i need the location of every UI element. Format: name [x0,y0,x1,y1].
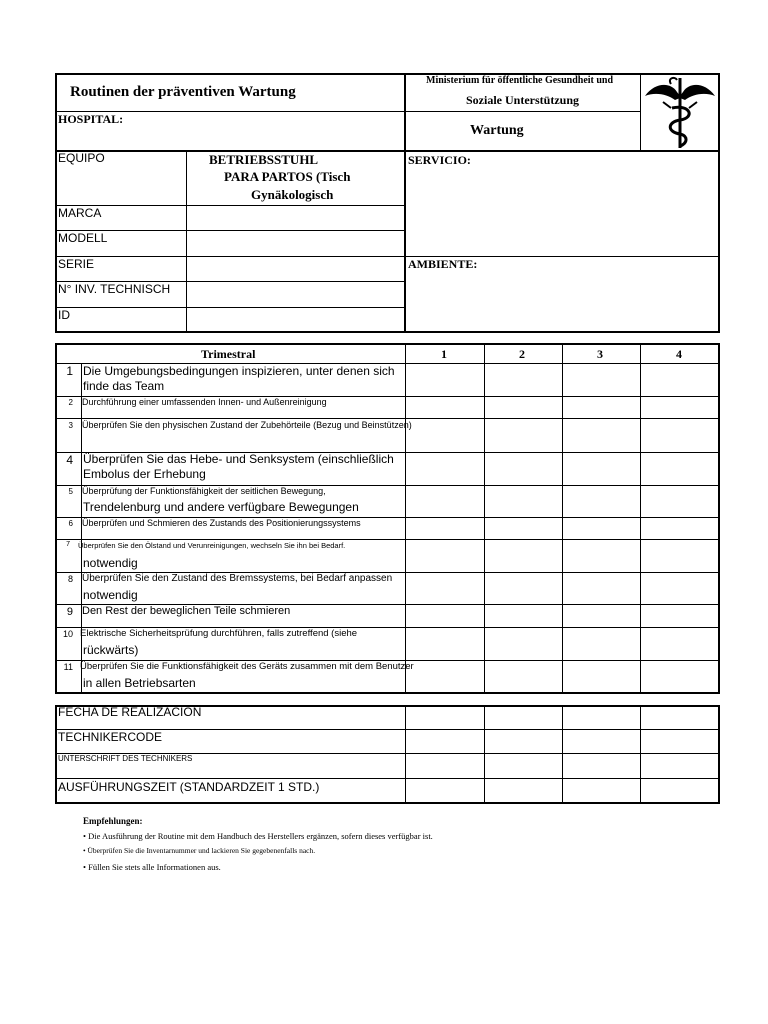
task-number: 3 [68,421,73,430]
task-text-line-1: Überprüfen Sie die Funktionsfähigkeit des Geräts zusammen mit dem Benutzer [80,661,414,672]
task-text-line-1: Überprüfen Sie den Zustand des Bremssystems, bei Bedarf anpassen [82,573,393,584]
task-text-line-1: Elektrische Sicherheitsprüfung durchführen, falls zutreffend (siehe [80,628,358,639]
rule [405,111,640,112]
task-number: 9 [66,606,73,618]
task-text-line-2: finde das Team [83,379,165,393]
rule [55,205,405,206]
rule [55,778,720,779]
ministry-line-2: Soziale Unterstützung [466,93,579,107]
wartung-label: Wartung [470,123,524,138]
recommendation-item: • Füllen Sie stets alle Informationen aus. [83,862,221,872]
fecha-label: FECHA DE REALIZACION [58,705,202,719]
equipo-value-line-2: PARA PARTOS (Tisch [224,169,351,184]
rule [186,151,187,332]
task-text-line-1: Überprüfung der Funktionsfähigkeit der seitlichen Bewegung, [82,486,326,496]
task-number: 5 [68,487,73,496]
execution-time-label: AUSFÜHRUNGSZEIT (STANDARDZEIT 1 STD.) [58,780,320,794]
task-text-line-1: Überprüfen Sie den physischen Zustand der Zubehörteile (Bezug und Beinstützen) [82,420,412,430]
rule [55,256,405,257]
task-text-line-1: Überprüfen Sie das Hebe- und Senksystem (einschließlich [83,452,394,466]
rule [55,307,405,308]
inv-label: N° INV. TECHNISCH [58,282,171,296]
task-text-line-2: notwendig [83,556,138,570]
servicio-label: SERVICIO: [408,153,471,167]
task-text-line-1: Den Rest der beweglichen Teile schmieren [82,605,291,617]
equipo-value-line-1: BETRIEBSSTUHL [209,152,319,167]
hospital-label: HOSPITAL: [58,112,124,126]
equipo-value-line-3: Gynäkologisch [251,187,334,202]
task-number: 8 [67,574,73,584]
task-text-line-2: notwendig [83,588,138,602]
task-text-line-1: Durchführung einer umfassenden Innen- und Außenreinigung [82,397,327,407]
quarter-header-2: 2 [519,347,525,361]
rule [405,705,406,804]
form-title: Routinen der präventiven Wartung [70,84,296,100]
rule [640,705,641,804]
task-number: 6 [68,519,73,528]
rule [81,363,82,693]
quarter-header-1: 1 [441,347,447,361]
rule [55,150,720,152]
caduceus-logo [641,74,719,150]
modell-label: MODELL [58,231,108,245]
signature-label: UNTERSCHRIFT DES TECHNIKERS [58,754,193,763]
task-text-line-1: Überprüfen und Schmieren des Zustands des Positionierungssystems [82,518,361,528]
task-text-line-2: rückwärts) [83,643,139,657]
rule [55,230,405,231]
task-text-line-2: in allen Betriebsarten [83,676,196,690]
task-number: 11 [63,662,73,672]
task-text-line-1: Die Umgebungsbedingungen inspizieren, unter denen sich [83,364,395,378]
technikercode-label: TECHNIKERCODE [58,730,163,744]
quarter-header-4: 4 [676,347,682,361]
task-number: 7 [66,541,70,548]
rule [562,705,563,804]
recommendation-item: • Die Ausführung der Routine mit dem Handbuch des Herstellers ergänzen, sofern dieses verfügbar ist. [83,831,433,841]
marca-label: MARCA [58,206,102,220]
ministry-line-1: Ministerium für öffentliche Gesundheit und [426,75,614,86]
rule [55,418,720,419]
task-number: 1 [66,364,73,378]
task-number: 2 [68,398,73,407]
rule [484,705,485,804]
task-number: 10 [62,629,73,639]
trimestral-header: Trimestral [201,347,256,361]
recommendations-title: Empfehlungen: [83,816,143,826]
quarter-header-3: 3 [597,347,603,361]
task-text-line-1: Überprüfen Sie den Ölstand und Verunreinigungen, wechseln Sie ihn bei Bedarf. [78,541,346,550]
equipo-label-text: EQUIPO [58,151,105,165]
task-text-line-2: Embolus der Erhebung [83,467,206,481]
recommendation-item: • Überprüfen Sie die Inventarnummer und lackieren Sie gegebenenfalls nach. [83,846,316,855]
serie-label: SERIE [58,257,95,271]
rule [55,539,720,540]
ambiente-label: AMBIENTE: [408,257,478,271]
header-divider [404,73,406,333]
task-text-line-2: Trendelenburg und andere verfügbare Bewegungen [83,500,359,514]
task-number: 4 [66,453,73,467]
id-label: ID [58,308,70,322]
